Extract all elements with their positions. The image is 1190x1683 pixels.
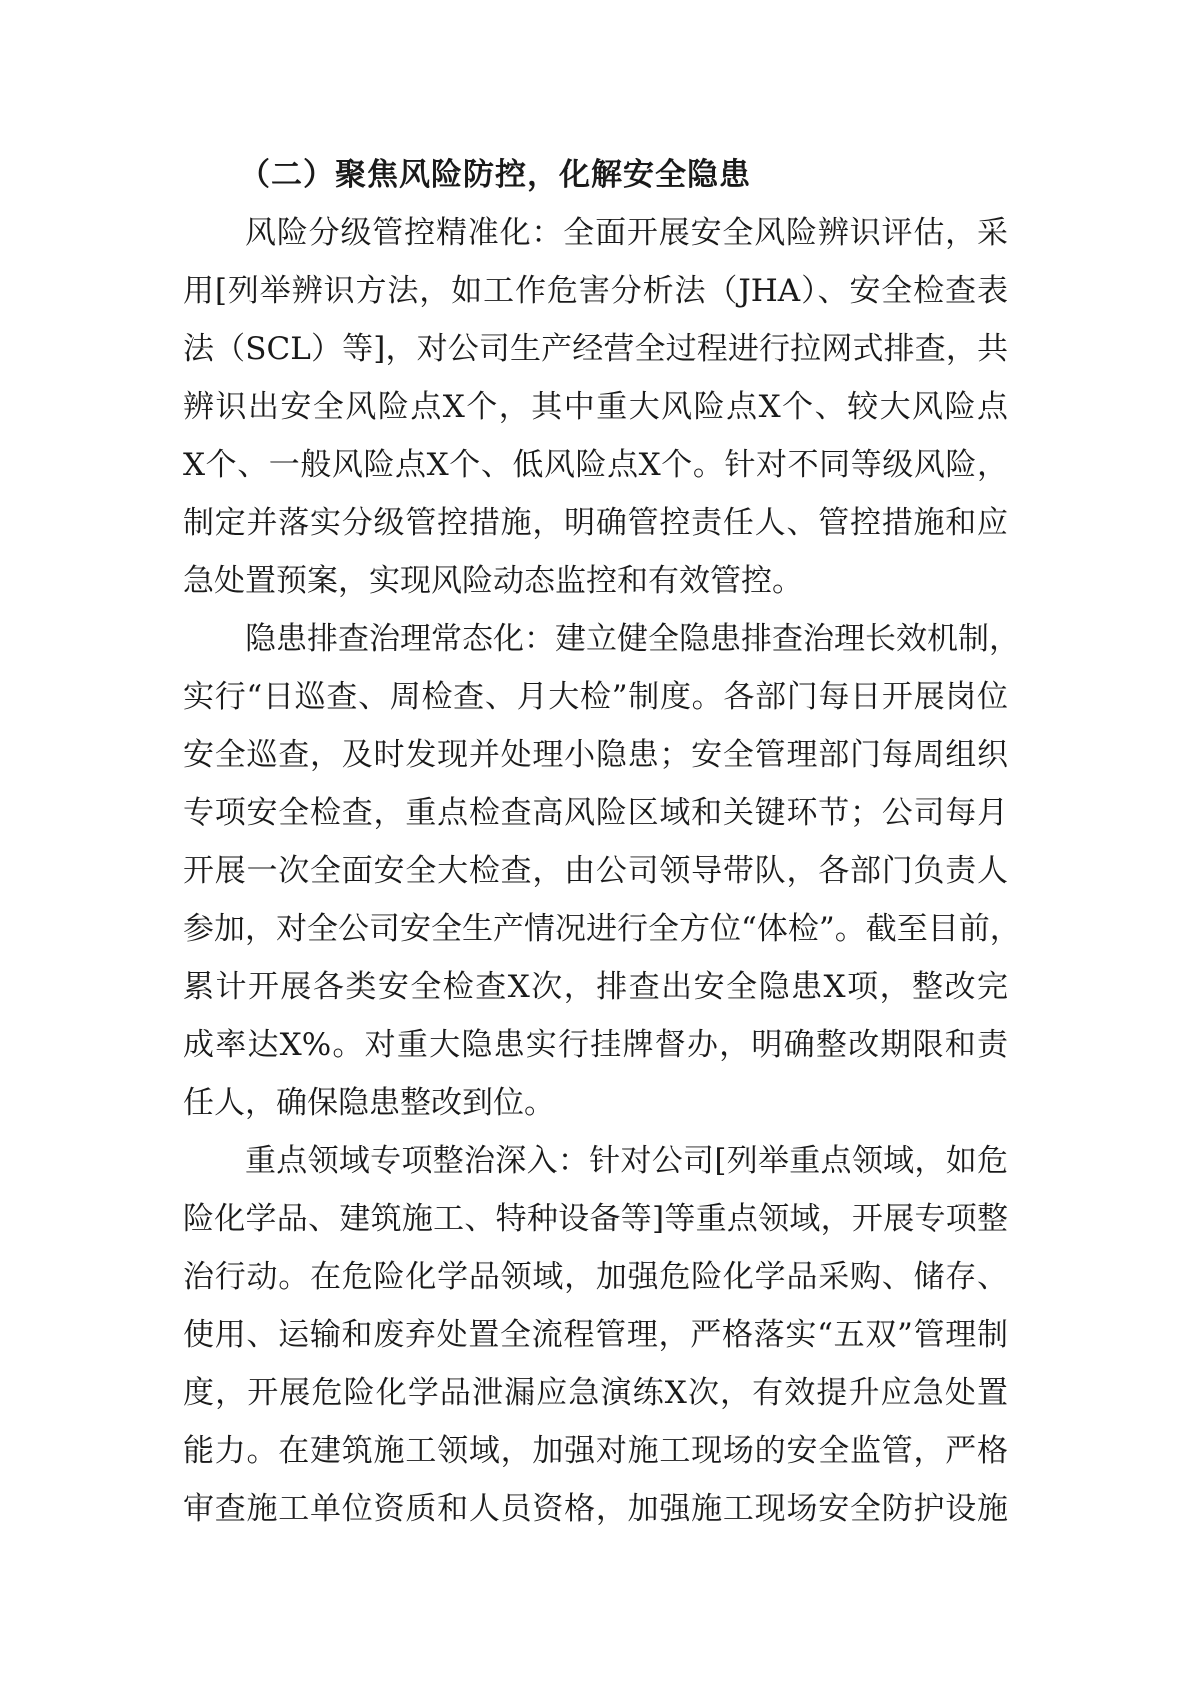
text-line: 隐患排查治理常态化：建立健全隐患排查治理长效机制， [245,621,1020,657]
text-line: 法（SCL）等]，对公司生产经营全过程进行拉网式排查，共 [183,331,1008,367]
text-line: 使用、运输和废弃处置全流程管理，严格落实“五双”管理制 [183,1317,1008,1353]
text-line: 制定并落实分级管控措施，明确管控责任人、管控措施和应 [183,505,1008,541]
text-line: 重点领域专项整治深入：针对公司[列举重点领域，如危 [245,1143,1008,1179]
text-line: 急处置预案，实现风险动态监控和有效管控。 [183,563,803,599]
text-line: 参加，对全公司安全生产情况进行全方位“体检”。截至目前， [183,911,1021,947]
paragraph-special-rectification [183,1132,1008,1538]
text-line: 成率达X%。对重大隐患实行挂牌督办，明确整改期限和责 [183,1027,1008,1063]
text-line: 险化学品、建筑施工、特种设备等]等重点领域，开展专项整 [183,1201,1008,1237]
text-line: X个、一般风险点X个、低风险点X个。针对不同等级风险， [183,447,1008,483]
text-line: 度，开展危险化学品泄漏应急演练X次，有效提升应急处置 [183,1375,1008,1411]
text-line: 风险分级管控精准化：全面开展安全风险辨识评估，采 [245,215,1008,251]
text-line: 实行“日巡查、周检查、月大检”制度。各部门每日开展岗位 [183,679,1008,715]
text-line: 审查施工单位资质和人员资格，加强施工现场安全防护设施 [183,1491,1008,1527]
section-heading: （二）聚焦风险防控，化解安全隐患 [239,157,751,193]
text-line: 用[列举辨识方法，如工作危害分析法（JHA）、安全检查表 [183,273,1008,309]
paragraph-risk-control [183,204,1008,610]
document-body [183,146,1021,1538]
text-line: 辨识出安全风险点X个，其中重大风险点X个、较大风险点 [183,389,1008,425]
text-line: 开展一次全面安全大检查，由公司领导带队，各部门负责人 [183,853,1008,889]
text-line: 累计开展各类安全检查X次，排查出安全隐患X项，整改完 [183,969,1008,1005]
text-line: 治行动。在危险化学品领域，加强危险化学品采购、储存、 [183,1259,1008,1295]
text-line: 任人，确保隐患整改到位。 [183,1085,555,1121]
paragraph-hazard-inspection [183,610,1021,1132]
text-line: 能力。在建筑施工领域，加强对施工现场的安全监管，严格 [183,1433,1008,1469]
text-line: 专项安全检查，重点检查高风险区域和关键环节；公司每月 [183,795,1008,831]
text-line: 安全巡查，及时发现并处理小隐患；安全管理部门每周组织 [183,737,1008,773]
